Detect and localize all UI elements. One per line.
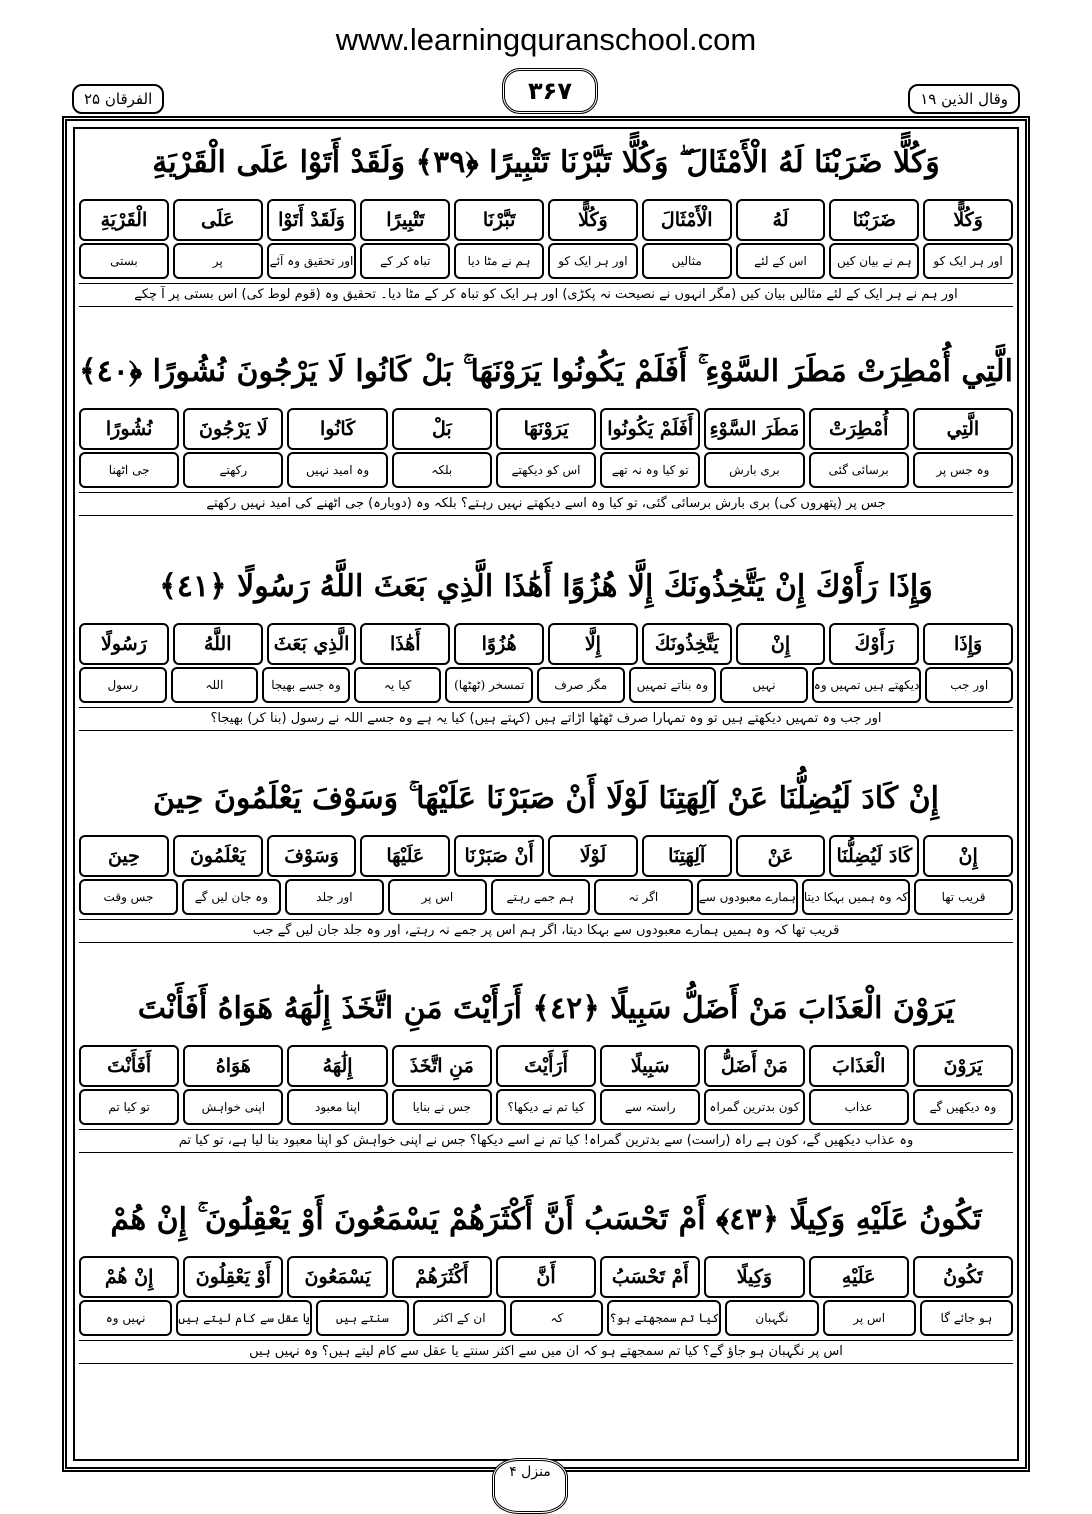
meaning-cell: کیا تم سمجھتے ہو؟ [607, 1300, 721, 1336]
word-cell: عَلَيْهَا [360, 835, 450, 877]
translation-line: جس پر (پتھروں کی) بری بارش برسائی گئی، تو کیا وہ اسے دیکھتے نہیں رہتے؟ بلکہ وہ (دوبارہ) جی اٹھنے کی امید نہیں رکھتے [79, 492, 1013, 516]
meaning-cell: وہ جان لیں گے [182, 879, 281, 915]
meaning-cell: مگر صرف [537, 667, 625, 703]
meaning-cell: اس پر [388, 879, 487, 915]
meaning-cell: ہمارے معبودوں سے [697, 879, 798, 915]
meaning-row [79, 452, 1013, 488]
word-cell: أُمْطِرَتْ [809, 408, 909, 450]
word-cell: مَنْ أَضَلُّ [704, 1045, 804, 1087]
verse-line: وَإِذَا رَأَوْكَ إِنْ يَتَّخِذُونَكَ إِلَّا هُزُوًا أَهَٰذَا الَّذِي بَعَثَ اللَّهُ رَسُولًا ﴿٤١﴾ [159, 569, 933, 604]
meaning-row [79, 667, 1013, 703]
meaning-cell: اور ہر ایک کو [923, 243, 1013, 279]
meaning-cell: تباہ کر کے [360, 243, 450, 279]
meaning-cell: اس کو دیکھتے [496, 452, 596, 488]
meaning-cell: نگہبان [725, 1300, 818, 1336]
word-cell: أَمْ تَحْسَبُ [600, 1256, 700, 1298]
word-row [79, 408, 1013, 450]
word-cell: الْأَمْثَالَ [642, 199, 732, 241]
word-cell: لَا يَرْجُونَ [183, 408, 283, 450]
word-cell: وَسَوْفَ [267, 835, 357, 877]
meaning-cell: عذاب [809, 1089, 909, 1125]
word-row [79, 623, 1013, 665]
word-cell: أَكْثَرَهُمْ [392, 1256, 492, 1298]
word-cell: وَكُلًّا [548, 199, 638, 241]
meaning-row [79, 1089, 1013, 1125]
meaning-cell: ہو جائے گا [920, 1300, 1013, 1336]
word-cell: يَرَوْنَهَا [496, 408, 596, 450]
word-row [79, 1256, 1013, 1298]
word-cell: بَلْ [392, 408, 492, 450]
word-cell: إِنْ [923, 835, 1013, 877]
meaning-row [79, 243, 1013, 279]
word-cell: إِنْ هُمْ [79, 1256, 179, 1298]
meaning-cell: راستہ سے [600, 1089, 700, 1125]
meaning-cell: وہ جسے بھیجا [262, 667, 350, 703]
meaning-cell: جی اٹھنا [79, 452, 179, 488]
verse-line: يَرَوْنَ الْعَذَابَ مَنْ أَضَلُّ سَبِيلًا ﴿٤٢﴾ أَرَأَيْتَ مَنِ اتَّخَذَ إِلَٰهَهُ هَوَاهُ أَفَأَنْتَ [137, 991, 955, 1026]
meaning-cell: تمسخر (ٹھٹھا) [445, 667, 533, 703]
word-cell: تَتْبِيرًا [360, 199, 450, 241]
word-cell: الْعَذَابَ [809, 1045, 909, 1087]
meaning-cell: رکھتے [183, 452, 283, 488]
meaning-cell: کون بدترین گمراہ [704, 1089, 804, 1125]
translation-line: اور جب وہ تمہیں دیکھتے ہیں تو وہ تمہارا صرف ٹھٹھا اڑاتے ہیں (کہتے ہیں) کیا یہ ہے وہ جسے اللہ نے رسول (بنا کر) بھیجا؟ [79, 707, 1013, 731]
meaning-cell: برسائی گئی [809, 452, 909, 488]
translation-line: وہ عذاب دیکھیں گے، کون ہے راہ (راست) سے بدترین گمراہ! کیا تم نے اسے دیکھا؟ جس نے اپنی خواہش کو اپنا معبود بنا لیا ہے، تو کیا تم [79, 1129, 1013, 1153]
word-cell: وَإِذَا [923, 623, 1013, 665]
word-cell: أَنَّ [496, 1256, 596, 1298]
meaning-cell: اگر نہ [594, 879, 693, 915]
word-cell: الَّذِي بَعَثَ [267, 623, 357, 665]
verse-line: الَّتِي أُمْطِرَتْ مَطَرَ السَّوْءِ ۚ أَفَلَمْ يَكُونُوا يَرَوْنَهَا ۚ بَلْ كَانُوا لَا يَرْجُونَ نُشُورًا ﴿٤٠﴾ [79, 354, 1013, 389]
meaning-cell: کیا یہ [354, 667, 442, 703]
word-cell: لَوْلَا [548, 835, 638, 877]
word-cell: يَرَوْنَ [913, 1045, 1013, 1087]
manzil-label: منزل ۴ [509, 1464, 551, 1480]
word-cell: سَبِيلًا [600, 1045, 700, 1087]
meaning-cell: ان کے اکثر [413, 1300, 506, 1336]
translation-line: اور ہم نے ہر ایک کے لئے مثالیں بیان کیں (مگر انہوں نے نصیحت نہ پکڑی) اور ہر ایک کو تباہ کر کے مٹا دیا۔ تحقیق وہ (قوم لوط کی) اس بستی پر آ چکے [79, 283, 1013, 307]
meaning-cell: اپنا معبود [287, 1089, 387, 1125]
meaning-cell: نہیں [720, 667, 808, 703]
translation-line: قریب تھا کہ وہ ہمیں ہمارے معبودوں سے بہکا دیتا، اگر ہم اس پر جمے نہ رہتے، اور وہ جلد جان لیں گے جب [79, 919, 1013, 943]
meaning-cell: پر [173, 243, 263, 279]
word-cell: عَلَيْهِ [809, 1256, 909, 1298]
word-cell: اللَّهُ [173, 623, 263, 665]
meaning-cell: نہیں وہ [79, 1300, 172, 1336]
meaning-cell: دیکھتے ہیں تمہیں وہ [812, 667, 922, 703]
word-cell: تَكُونُ [913, 1256, 1013, 1298]
word-cell: ضَرَبْنَا [829, 199, 919, 241]
meaning-cell: ہم نے مٹا دیا [454, 243, 544, 279]
para-label: وقال الذين ۱۹ [908, 84, 1020, 114]
meaning-cell: بلکہ [392, 452, 492, 488]
page-header [72, 68, 1020, 112]
meaning-cell: وہ امید نہیں [287, 452, 387, 488]
meaning-cell: یا عقل سے کام لیتے ہیں [176, 1300, 312, 1336]
word-cell: تَبَّرْنَا [454, 199, 544, 241]
meaning-cell: ہم نے بیان کیں [829, 243, 919, 279]
word-row [79, 1045, 1013, 1087]
word-cell: لَهُ [736, 199, 826, 241]
page-content [73, 127, 1019, 1461]
site-url: www.learningquranschool.com [335, 22, 757, 57]
word-cell: مَنِ اتَّخَذَ [392, 1045, 492, 1087]
word-cell: وَلَقَدْ أَتَوْا [267, 199, 357, 241]
word-cell: يَتَّخِذُونَكَ [642, 623, 732, 665]
meaning-cell: کہ وہ ہمیں بہکا دیتا [802, 879, 910, 915]
word-cell: إِلَّا [548, 623, 638, 665]
word-cell: هُزُوًا [454, 623, 544, 665]
page-number: ۳۶۷ [502, 68, 598, 114]
meaning-cell: اس کے لئے [736, 243, 826, 279]
meaning-cell: بستی [79, 243, 169, 279]
meaning-cell: تو کیا وہ نہ تھے [600, 452, 700, 488]
meaning-cell: رسول [79, 667, 167, 703]
word-cell: عَنْ [736, 835, 826, 877]
word-cell: أَنْ صَبَرْنَا [454, 835, 544, 877]
word-cell: حِينَ [79, 835, 169, 877]
word-row [79, 835, 1013, 877]
meaning-cell: اس پر [823, 1300, 916, 1336]
manzil-badge [492, 1458, 568, 1514]
word-cell: يَعْلَمُونَ [173, 835, 263, 877]
meaning-cell: کیا تم نے دیکھا؟ [496, 1089, 596, 1125]
meaning-cell: وہ جس پر [913, 452, 1013, 488]
word-cell: آلِهَتِنَا [642, 835, 732, 877]
word-cell: إِلَٰهَهُ [287, 1045, 387, 1087]
word-cell: أَهَٰذَا [360, 623, 450, 665]
verse-line: وَكُلًّا ضَرَبْنَا لَهُ الْأَمْثَالَ ۖ وَكُلًّا تَبَّرْنَا تَتْبِيرًا ﴿٣٩﴾ وَلَقَدْ أَتَوْا عَلَى الْقَرْيَةِ [152, 145, 940, 180]
word-cell: الْقَرْيَةِ [79, 199, 169, 241]
word-cell: وَكِيلًا [704, 1256, 804, 1298]
verse-line: تَكُونُ عَلَيْهِ وَكِيلًا ﴿٤٣﴾ أَمْ تَحْسَبُ أَنَّ أَكْثَرَهُمْ يَسْمَعُونَ أَوْ يَعْقِلُونَ ۚ إِنْ هُمْ [110, 1202, 982, 1237]
meaning-cell: اور ہر ایک کو [548, 243, 638, 279]
meaning-cell: بری بارش [704, 452, 804, 488]
meaning-cell: جس وقت [79, 879, 178, 915]
meaning-cell: اور جب [925, 667, 1013, 703]
page-frame [62, 116, 1030, 1472]
meaning-cell: اپنی خواہش [183, 1089, 283, 1125]
verse-line: إِنْ كَادَ لَيُضِلُّنَا عَنْ آلِهَتِنَا لَوْلَا أَنْ صَبَرْنَا عَلَيْهَا ۚ وَسَوْفَ يَعْلَمُونَ حِينَ [153, 781, 939, 816]
word-cell: نُشُورًا [79, 408, 179, 450]
word-cell: أَفَلَمْ يَكُونُوا [600, 408, 700, 450]
surah-label: الفرقان ۲۵ [72, 84, 164, 114]
meaning-cell: قریب تھا [914, 879, 1013, 915]
word-row [79, 199, 1013, 241]
meaning-cell: سنتے ہیں [316, 1300, 409, 1336]
word-cell: مَطَرَ السَّوْءِ [704, 408, 804, 450]
meaning-cell: اور جلد [285, 879, 384, 915]
word-cell: أَفَأَنْتَ [79, 1045, 179, 1087]
word-cell: رَسُولًا [79, 623, 169, 665]
meaning-cell: اللہ [171, 667, 259, 703]
translation-line: اس پر نگہبان ہو جاؤ گے؟ کیا تم سمجھتے ہو کہ ان میں سے اکثر سنتے یا عقل سے کام لیتے ہیں؟ وہ نہیں ہیں [79, 1340, 1013, 1364]
word-cell: يَسْمَعُونَ [287, 1256, 387, 1298]
meaning-cell: جس نے بنایا [392, 1089, 492, 1125]
meaning-cell: مثالیں [642, 243, 732, 279]
word-cell: عَلَى [173, 199, 263, 241]
meaning-cell: اور تحقیق وہ آئے [267, 243, 357, 279]
meaning-row [79, 1300, 1013, 1336]
word-cell: كَادَ لَيُضِلُّنَا [829, 835, 919, 877]
word-cell: إِنْ [736, 623, 826, 665]
meaning-row [79, 879, 1013, 915]
meaning-cell: وہ بناتے تمہیں [629, 667, 717, 703]
word-cell: وَكُلًّا [923, 199, 1013, 241]
meaning-cell: ہم جمے رہتے [491, 879, 590, 915]
word-cell: رَأَوْكَ [829, 623, 919, 665]
meaning-cell: وہ دیکھیں گے [913, 1089, 1013, 1125]
meaning-cell: تو کیا تم [79, 1089, 179, 1125]
word-cell: كَانُوا [287, 408, 387, 450]
word-cell: هَوَاهُ [183, 1045, 283, 1087]
meaning-cell: کہ [510, 1300, 603, 1336]
word-cell: أَرَأَيْتَ [496, 1045, 596, 1087]
word-cell: الَّتِي [913, 408, 1013, 450]
word-cell: أَوْ يَعْقِلُونَ [183, 1256, 283, 1298]
